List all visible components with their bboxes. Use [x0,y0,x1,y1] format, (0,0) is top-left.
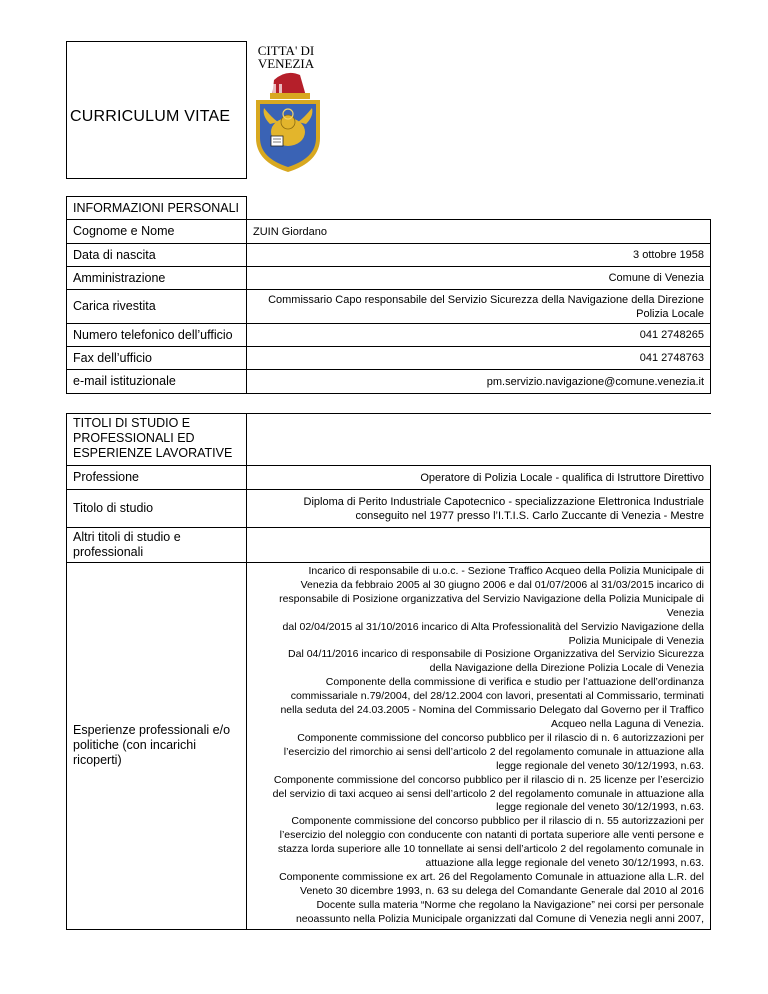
experience-line: responsabile di Posizione organizzativa del Servizio Navigazione della Polizia Municipale di [279,592,704,605]
experience-line: stazza lorda superiore alle 10 tonnellate ai sensi dell’articolo 2 del regolamento comunale in [277,843,704,856]
value-administration: Comune di Venezia [247,267,711,290]
experience-line: legge regionale del veneto 30/12/1993, n.63. [496,759,704,772]
table-row [67,528,711,563]
value-fax: 041 2748763 [247,347,711,370]
experience-line: del servizio di taxi acqueo ai sensi dell’articolo 2 del regolamento comunale in attuazione alla [272,787,704,800]
experience-line: Veneto 30 dicembre 1993, n. 63 su delega del Comandante Generale dal 2010 al 2016 [300,884,704,897]
table-row [67,244,711,267]
value-position-line2: Polizia Locale [636,307,704,320]
experience-line: della Navigazione della Direzione Polizia Locale di Venezia [429,662,704,675]
label-position: Carica rivestita [67,290,247,324]
label-study: Titolo di studio [67,490,247,528]
experience-line: Componente commissione del concorso pubblico per il rilascio di n. 6 autorizzazioni per [297,731,704,744]
city-logo [248,44,340,176]
label-profession: Professione [67,466,247,490]
value-profession: Operatore di Polizia Locale - qualifica di Istruttore Direttivo [247,466,711,490]
experience-line: Venezia da febbraio 2005 al 30 giugno 2006 e dal 01/07/2006 al 31/03/2015 incarico di [300,578,704,591]
value-position [247,290,711,324]
value-study-line2: conseguito nel 1977 presso l’I.T.I.S. Carlo Zuccante di Venezia - Mestre [355,509,704,522]
cv-table [66,196,711,930]
experience-line: Componente commissione del concorso pubblico per il rilascio di n. 55 autorizzazioni per [291,815,704,828]
experience-line: Componente della commissione di verifica e studio per l’attuazione dell’ordinanza [325,676,704,689]
section-titles-header [67,414,711,466]
label-phone: Numero telefonico dell’ufficio [67,324,247,347]
spacer-row [67,394,711,414]
label-fax: Fax dell’ufficio [67,347,247,370]
label-birth-date: Data di nascita [67,244,247,267]
experience-line: Docente sulla materia “Norme che regolano la Navigazione” nei corsi per personale [316,898,704,911]
table-row [67,490,711,528]
experience-line: Polizia Municipale di Venezia [568,634,704,647]
table-row [67,466,711,490]
label-name: Cognome e Nome [67,220,247,244]
table-row [67,370,711,394]
table-row [67,267,711,290]
experience-line: legge regionale del veneto 30/12/1993, n.63. [496,801,704,814]
experience-line: Componente commissione ex art. 26 del Regolamento Comunale in attuazione alla L.R. del [279,870,704,883]
logo-text-line1: CITTA' DI [257,44,315,58]
section-titles-title: TITOLI DI STUDIO E PROFESSIONALI ED ESPERIENZE LAVORATIVE [67,414,247,466]
section-personal-header [67,197,711,220]
table-row [67,220,711,244]
label-administration: Amministrazione [67,267,247,290]
section-personal-title: INFORMAZIONI PERSONALI [67,197,247,220]
header-box [66,41,247,179]
label-other-titles: Altri titoli di studio e professionali [67,528,247,563]
value-other-titles [247,528,711,563]
logo-text-line2: VENEZIA [257,56,315,71]
experience-line: attuazione alla legge regionale del veneto 30/12/1993, n.63. [425,857,704,870]
value-birth-date: 3 ottobre 1958 [247,244,711,267]
value-email: pm.servizio.navigazione@comune.venezia.it [247,370,711,394]
experience-line: nella seduta del 24.03.2005 - Nomina del Commissario Delegato dal Governo per il Traffico [280,704,704,717]
table-row [67,563,711,930]
value-name: ZUIN Giordano [247,220,711,244]
experience-line: dal 02/04/2015 al 31/10/2016 incarico di Alta Professionalità del Servizio Navigazione della [282,620,704,633]
experience-line: neoassunto nella Polizia Municipale organizzati dal Comune di Venezia negli anni 2007, [295,912,704,925]
experience-line: Incarico di responsabile di u.o.c. - Sezione Traffico Acqueo della Polizia Municipale di [308,565,704,577]
experience-line: l’esercizio del noleggio con conducente con natanti di portata superiore alle venti persone e [279,829,704,842]
experience-line: Venezia [666,606,704,619]
experience-line: l’esercizio del rimorchio ai sensi dell’articolo 2 del regolamento comunale in attuazione alla [283,745,704,758]
experience-line: Componente commissione del concorso pubblico per il rilascio di n. 25 licenze per l’esercizio [273,773,704,786]
value-position-line1: Commissario Capo responsabile del Servizio Sicurezza della Navigazione della Direzione [268,293,704,306]
experience-line: Acqueo nella Laguna di Venezia. [551,717,704,730]
table-row [67,290,711,324]
experience-line: commissariale n.79/2004, del 28/12.2004 con lavori, presentati al Commissario, terminati [290,690,704,703]
value-phone: 041 2748265 [247,324,711,347]
document-title: CURRICULUM VITAE [70,108,231,125]
table-row [67,347,711,370]
ducal-crown-icon [270,73,310,99]
value-experience [247,563,711,930]
shield-icon [256,100,320,172]
empty-cell [247,197,711,220]
table-row [67,324,711,347]
experience-line: Dal 04/11/2016 incarico di responsabile di Posizione Organizzativa del Servizio Sicurezza [288,648,704,661]
value-study-line1: Diploma di Perito Industriale Capotecnico - specializzazione Elettronica Industriale [303,495,704,508]
value-study [247,490,711,528]
label-experience: Esperienze professionali e/o politiche (con incarichi ricoperti) [67,563,247,930]
label-email: e-mail istituzionale [67,370,247,394]
